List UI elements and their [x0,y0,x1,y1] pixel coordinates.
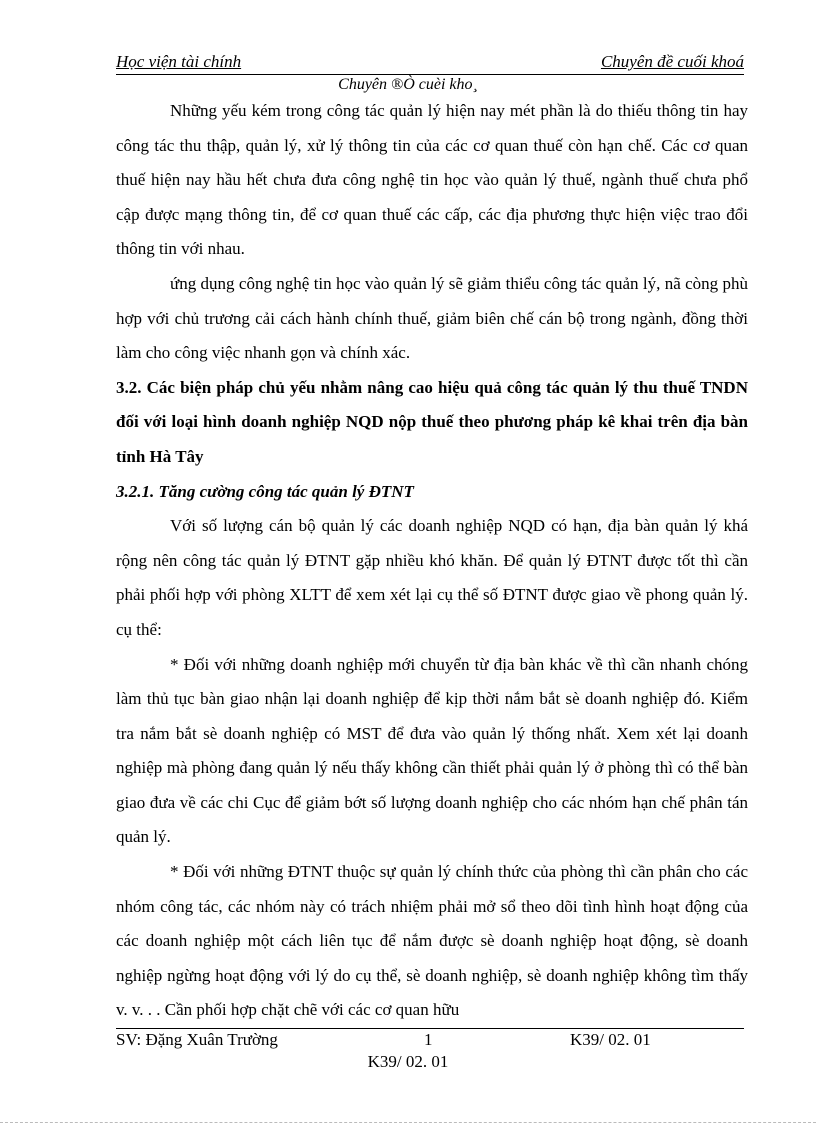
header-document-type: Chuyên đề cuối khoá [600,52,744,71]
page-footer [116,1028,744,1049]
paragraph-it-application: ứng dụng công nghệ tin học vào quản lý sẽ giảm thiểu công tác quản lý, nã còng phù hợp với chủ trương cải cách hành chính thuế, giảm biên chế cán bộ trong ngành, đồng thời làm cho công việc nhanh gọn và chính xác. [116,273,748,363]
running-title: Chuyên ®Ò cuèi kho¸ [338,76,478,93]
paragraph-bullet-official-taxpayers: * Đối với những ĐTNT thuộc sự quản lý chính thức của phòng thì cần phân cho các nhóm công tác, các nhóm này có trách nhiệm phải mở sổ theo dõi tình hình hoạt động của các doanh nghiệp một cách liên tục để nắm được sè doanh nghiệp hoạt động, sè doanh nghiệp ngừng hoạt động với lý do cụ thể, sè doanh nghiệp, sè doanh nghiệp không tìm thấy v. v. . . Cần phối hợp chặt chẽ với các cơ quan hữu [116,862,748,1020]
subsection-heading-3-2-1: 3.2.1. Tăng cường công tác quản lý ĐTNT [116,481,414,501]
document-body [116,94,748,1028]
paragraph-bullet-new-enterprises: * Đối với những doanh nghiệp mới chuyển từ địa bàn khác về thì cần nhanh chóng làm thủ tục bàn giao nhận lại doanh nghiệp để kịp thời nắm bắt sè doanh nghiệp đó. Kiểm tra nắm bắt sè doanh nghiệp có MST để đưa vào quản lý thống nhất. Xem xét lại doanh nghiệp mà phòng đang quản lý nếu thấy không cần thiết phải quản lý ở phòng thì có thể bàn giao đưa về các chi Cục để giảm bớt số lượng doanh nghiệp cho các nhóm hạn chế phân tán quản lý. [116,654,748,847]
footer-class: K39/ 02. 01 [570,1030,651,1049]
paragraph-management: Với số lượng cán bộ quản lý các doanh nghiệp NQD có hạn, địa bàn quản lý khá rộng nên công tác quản lý ĐTNT gặp nhiều khó khăn. Để quản lý ĐTNT được tốt thì cần phải phối hợp với phòng XLTT để xem xét lại cụ thể số ĐTNT được giao về phong quản lý. cụ thể: [116,516,748,639]
page-number: 1 [424,1030,433,1049]
header-institution: Học viện tài chính [116,52,242,71]
running-footer: K39/ 02. 01 [367,1052,449,1071]
page-header [116,52,744,75]
paragraph-intro: Những yếu kém trong công tác quản lý hiện nay mét phần là do thiếu thông tin hay công tác thu thập, quản lý, xử lý thông tin của các cơ quan thuế còn hạn chế. Các cơ quan thuế hiện nay hầu hết chưa đưa công nghệ tin học vào quản lý thuế, ngành thuế chưa phổ cập được mạng thông tin, để cơ quan thuế các cấp, các địa phương thực hiện việc trao đổi thông tin với nhau. [116,101,748,259]
section-heading-3-2: 3.2. Các biện pháp chủ yếu nhằm nâng cao hiệu quả công tác quản lý thu thuế TNDN đối với loại hình doanh nghiệp NQD nộp thuế theo phương pháp kê khai trên địa bàn tỉnh Hà Tây [116,377,748,466]
footer-student: SV: Đặng Xuân Trường [116,1030,278,1049]
